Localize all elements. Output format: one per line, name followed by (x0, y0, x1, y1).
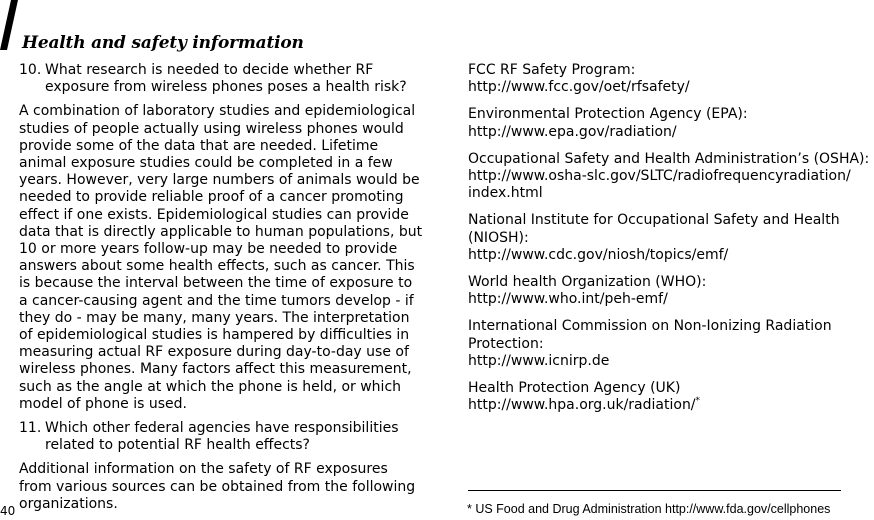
resource-hpa (468, 380, 868, 414)
question-text: Which other federal agencies have responsibilities related to potential RF health effects? (45, 420, 399, 454)
resource-link[interactable]: http://www.fcc.gov/oet/rfsafety/ (468, 79, 690, 96)
page-header-title: Health and safety information (22, 33, 304, 53)
question-text: What research is needed to decide whether RF exposure from wireless phones poses a health risk? (45, 62, 407, 96)
header-accent-bar (0, 0, 18, 50)
footnote-marker: * (695, 396, 701, 407)
resource-osha (468, 151, 868, 203)
resource-link[interactable]: http://www.icnirp.de (468, 352, 610, 369)
question-10 (19, 62, 423, 96)
resource-link-line (468, 397, 868, 414)
resource-name-continued: (NIOSH): (468, 229, 529, 246)
question-number: 10. (19, 62, 42, 78)
answer-10: A combination of laboratory studies and epidemiological studies of people actually using wireless phones would provide some of the data that are needed. Lifetime animal exposure studies could be completed in a few years. However, very large numbers of animals would be needed to provide reliable proof of a cancer promoting effect if one exists. Epidemiological studies can provide data that is directly applicable to human populations, but 10 or more years follow-up may be needed to provide answers about some health effects, such as cancer. This is because the interval between the time of exposure to a cancer-causing agent and the time tumors develop - if they do - may be many, many years. The interpretation of epidemiological studies is hampered by difficulties in measuring actual RF exposure during day-to-day use of wireless phones. Many factors affect this measurement, such as the angle at which the phone is held, or which model of phone is used. (19, 103, 423, 412)
resource-name: National Institute for Occupational Safety and Health (468, 212, 840, 229)
question-11 (19, 420, 423, 454)
resource-fcc (468, 62, 868, 96)
resources-list (468, 62, 868, 424)
answer-11: Additional information on the safety of RF exposures from various sources can be obtained from the following organizations. (19, 461, 416, 512)
resource-name: Environmental Protection Agency (EPA): (468, 106, 748, 123)
resource-name-continued: Protection: (468, 335, 544, 352)
page-number: 40 (0, 504, 16, 518)
footnote: * US Food and Drug Administration http://www.fda.gov/cellphones (467, 502, 831, 516)
resource-who (468, 274, 868, 308)
resource-name: Occupational Safety and Health Administration’s (OSHA): (468, 150, 870, 167)
resource-link[interactable]: http://www.epa.gov/radiation/ (468, 123, 677, 140)
resource-link[interactable]: http://www.who.int/peh-emf/ (468, 291, 668, 308)
resource-niosh (468, 212, 868, 264)
resource-icnirp (468, 318, 868, 370)
question-number: 11. (19, 420, 42, 437)
resource-epa (468, 106, 868, 140)
resource-name: Health Protection Agency (UK) (468, 380, 681, 397)
resource-name: FCC RF Safety Program: (468, 62, 636, 78)
resource-name: International Commission on Non-Ionizing Radiation (468, 318, 832, 335)
resource-link[interactable]: http://www.cdc.gov/niosh/topics/emf/ (468, 246, 729, 263)
resource-name: World health Organization (WHO): (468, 274, 707, 291)
resource-link-continued[interactable]: index.html (468, 185, 543, 202)
footnote-divider (468, 490, 841, 491)
resource-link[interactable]: http://www.hpa.org.uk/radiation/ (468, 397, 696, 414)
left-column (19, 62, 423, 520)
resource-link[interactable]: http://www.osha-slc.gov/SLTC/radiofrequencyradiation/ (468, 168, 851, 185)
